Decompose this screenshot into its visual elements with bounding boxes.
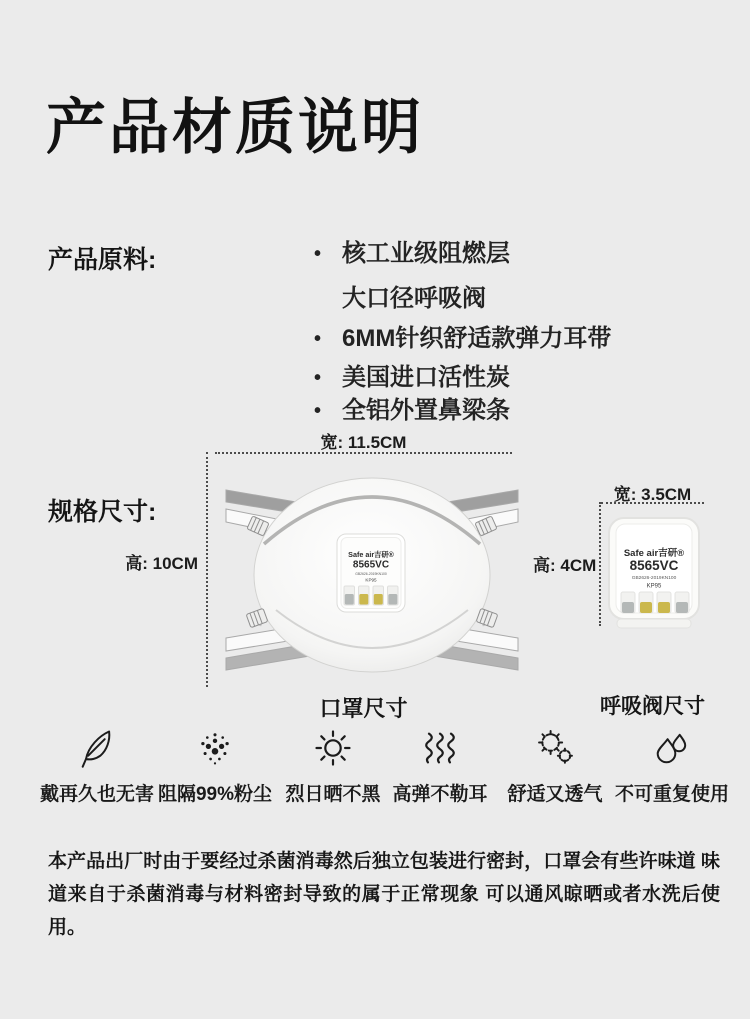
materials-label: 产品原料: [48, 246, 157, 274]
valve-standard-text: GB2626-2019KN100 [355, 572, 387, 576]
notice-text: 本产品出厂时由于要经过杀菌消毒然后独立包装进行密封，口罩会有些许味道 味道来自于杀菌消毒与材料密封导致的属于正常现象 可以通风晾晒或者水洗后使用。 [48, 851, 720, 938]
mask-height-dotted-line [206, 452, 208, 687]
bullet-dot: • [314, 367, 322, 389]
valve-grade-text: KP95 [365, 577, 377, 583]
list-item [314, 396, 611, 426]
feature-label: 高弹不勒耳 [392, 784, 488, 805]
valve-model-text: 8565VC [352, 559, 390, 571]
list-item [314, 324, 611, 354]
virus-icon [533, 726, 577, 770]
mask-valve [337, 534, 405, 612]
material-text: 大口径呼吸阀 [342, 285, 486, 312]
feature-label: 阻隔99%粉尘 [157, 784, 273, 805]
list-item [314, 284, 611, 314]
specs-label: 规格尺寸: [48, 498, 157, 526]
valve-caption: 呼吸阀尺寸 [600, 695, 705, 718]
list-item [314, 239, 611, 269]
valve-width-dotted-line [601, 502, 704, 504]
feature-no-reuse [607, 726, 737, 806]
spring-icon [418, 726, 462, 770]
valve-height-dotted-line [599, 502, 601, 626]
feather-icon [75, 726, 119, 770]
valve-brand-text: Safe air吉研® [623, 548, 685, 559]
material-text: 美国进口活性炭 [342, 364, 510, 391]
valve-grade-text: KP95 [646, 583, 662, 590]
materials-list [314, 239, 611, 426]
valve-model-text: 8565VC [629, 558, 679, 573]
feature-label: 戴再久也无害 [39, 784, 154, 805]
mask-width-dotted-line [215, 452, 512, 454]
valve-standard-text: GB2626-2019KN100 [631, 576, 677, 581]
mask-height-label: 高: 10CM [125, 554, 198, 573]
material-text: 6MM针织舒适款弹力耳带 [342, 325, 612, 352]
mask-caption: 口罩尺寸 [319, 696, 408, 721]
feature-elastic [375, 726, 505, 806]
valve-photo [607, 516, 701, 632]
list-item [314, 363, 611, 393]
page-title: 产品材质说明 [46, 94, 424, 161]
mask-width-label: 宽: 11.5CM [320, 433, 407, 452]
feature-label: 不可重复使用 [614, 784, 729, 805]
material-text: 核工业级阻燃层 [342, 240, 510, 267]
droplet-icon [650, 726, 694, 770]
material-text: 全铝外置鼻梁条 [342, 397, 510, 424]
feature-dust-block [150, 726, 280, 806]
valve-width-label: 宽: 3.5CM [613, 485, 692, 504]
bullet-dot: • [314, 400, 322, 422]
feature-label: 烈日晒不黑 [285, 784, 381, 805]
bullet-dot: • [314, 243, 322, 265]
valve-base [617, 619, 691, 628]
feature-label: 舒适又透气 [507, 784, 603, 805]
feature-breathable [490, 726, 620, 806]
valve-brand-text: Safe air吉研® [348, 550, 394, 559]
bullet-dot: • [314, 328, 322, 350]
dust-icon [193, 726, 237, 770]
feature-harmless [32, 726, 162, 806]
sun-icon [311, 726, 355, 770]
mask-photo [224, 460, 520, 690]
valve-height-label: 高: 4CM [533, 556, 597, 575]
